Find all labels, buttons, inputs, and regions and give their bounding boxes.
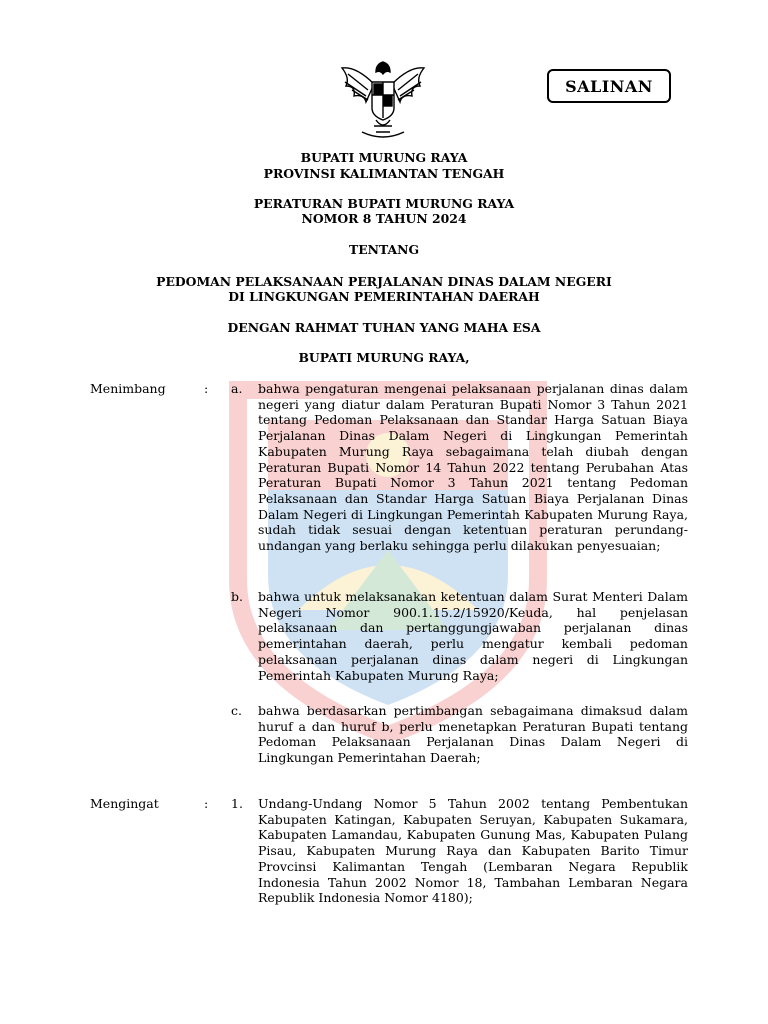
garuda-emblem-icon xyxy=(336,56,430,144)
tentang-heading: TENTANG xyxy=(348,242,420,257)
subject-line-2: DI LINGKUNGAN PEMERINTAHAN DAERAH xyxy=(228,289,540,304)
menimbang-colon: : xyxy=(204,381,209,396)
menimbang-marker-b: b. xyxy=(231,589,243,604)
menimbang-item-c: bahwa berdasarkan pertimbangan sebagaimana dimaksud dalam huruf a dan huruf b, perlu menetapkan Peraturan Bupati tentang Pedoman Pelaksanaan Perjalanan Dinas Dalam Negeri di Lingkungan Pemerintahan Daerah; xyxy=(258,703,688,766)
mengingat-colon: : xyxy=(204,796,209,811)
menimbang-label: Menimbang xyxy=(90,381,166,396)
province-title: PROVINSI KALIMANTAN TENGAH xyxy=(263,166,505,181)
blessing-line: DENGAN RAHMAT TUHAN YANG MAHA ESA xyxy=(227,320,541,335)
issuer-line: BUPATI MURUNG RAYA, xyxy=(298,350,470,365)
issuer-title: BUPATI MURUNG RAYA xyxy=(300,150,468,165)
mengingat-label: Mengingat xyxy=(90,796,159,811)
salinan-stamp: SALINAN xyxy=(547,69,671,103)
regulation-title: PERATURAN BUPATI MURUNG RAYA xyxy=(253,196,515,211)
menimbang-item-b: bahwa untuk melaksanakan ketentuan dalam Surat Menteri Dalam Negeri Nomor 900.1.15.2/15920/Keuda, hal penjelasan pelaksanaan dan pertanggungjawaban perjalanan dinas pemerintahan daerah, perlu mengatur kembali pedoman pelaksanaan perjalanan dinas dalam negeri di Lingkungan Pemerintah Kabupaten Murung Raya; xyxy=(258,589,688,683)
menimbang-marker-a: a. xyxy=(231,381,243,396)
menimbang-item-a: bahwa pengaturan mengenai pelaksanaan perjalanan dinas dalam negeri yang diatur dalam Peraturan Bupati Nomor 3 Tahun 2021 tentang Pedoman Pelaksanaan dan Standar Harga Satuan Biaya Perjalanan Dinas Dalam Negeri di Lingkungan Pemerintah Kabupaten Murung Raya sebagaimana telah diubah dengan Peraturan Bupati Nomor 14 Tahun 2022 tentang Perubahan Atas Peraturan Bupati Nomor 3 Tahun 2021 tentang Pedoman Pelaksanaan dan Standar Harga Satuan Biaya Perjalanan Dinas Dalam Negeri di Lingkungan Pemerintah Kabupaten Murung Raya, sudah tidak sesuai dengan ketentuan peraturan perundang-undangan yang berlaku sehingga perlu dilakukan penyesuaian; xyxy=(258,381,688,554)
menimbang-marker-c: c. xyxy=(231,703,242,718)
subject-line-1: PEDOMAN PELAKSANAAN PERJALANAN DINAS DALAM NEGERI xyxy=(156,274,612,289)
mengingat-item-1: Undang-Undang Nomor 5 Tahun 2002 tentang Pembentukan Kabupaten Katingan, Kabupaten Seruyan, Kabupaten Sukamara, Kabupaten Lamandau, Kabupaten Gunung Mas, Kabupaten Pulang Pisau, Kabupaten Murung Raya dan Kabupaten Barito Timur Provcinsi Kalimantan Tengah (Lembaran Negara Republik Indonesia Tahun 2002 Nomor 18, Tambahan Lembaran Negara Republik Indonesia Nomor 4180); xyxy=(258,796,688,906)
mengingat-marker-1: 1. xyxy=(231,796,243,811)
regulation-number: NOMOR 8 TAHUN 2024 xyxy=(301,211,467,226)
